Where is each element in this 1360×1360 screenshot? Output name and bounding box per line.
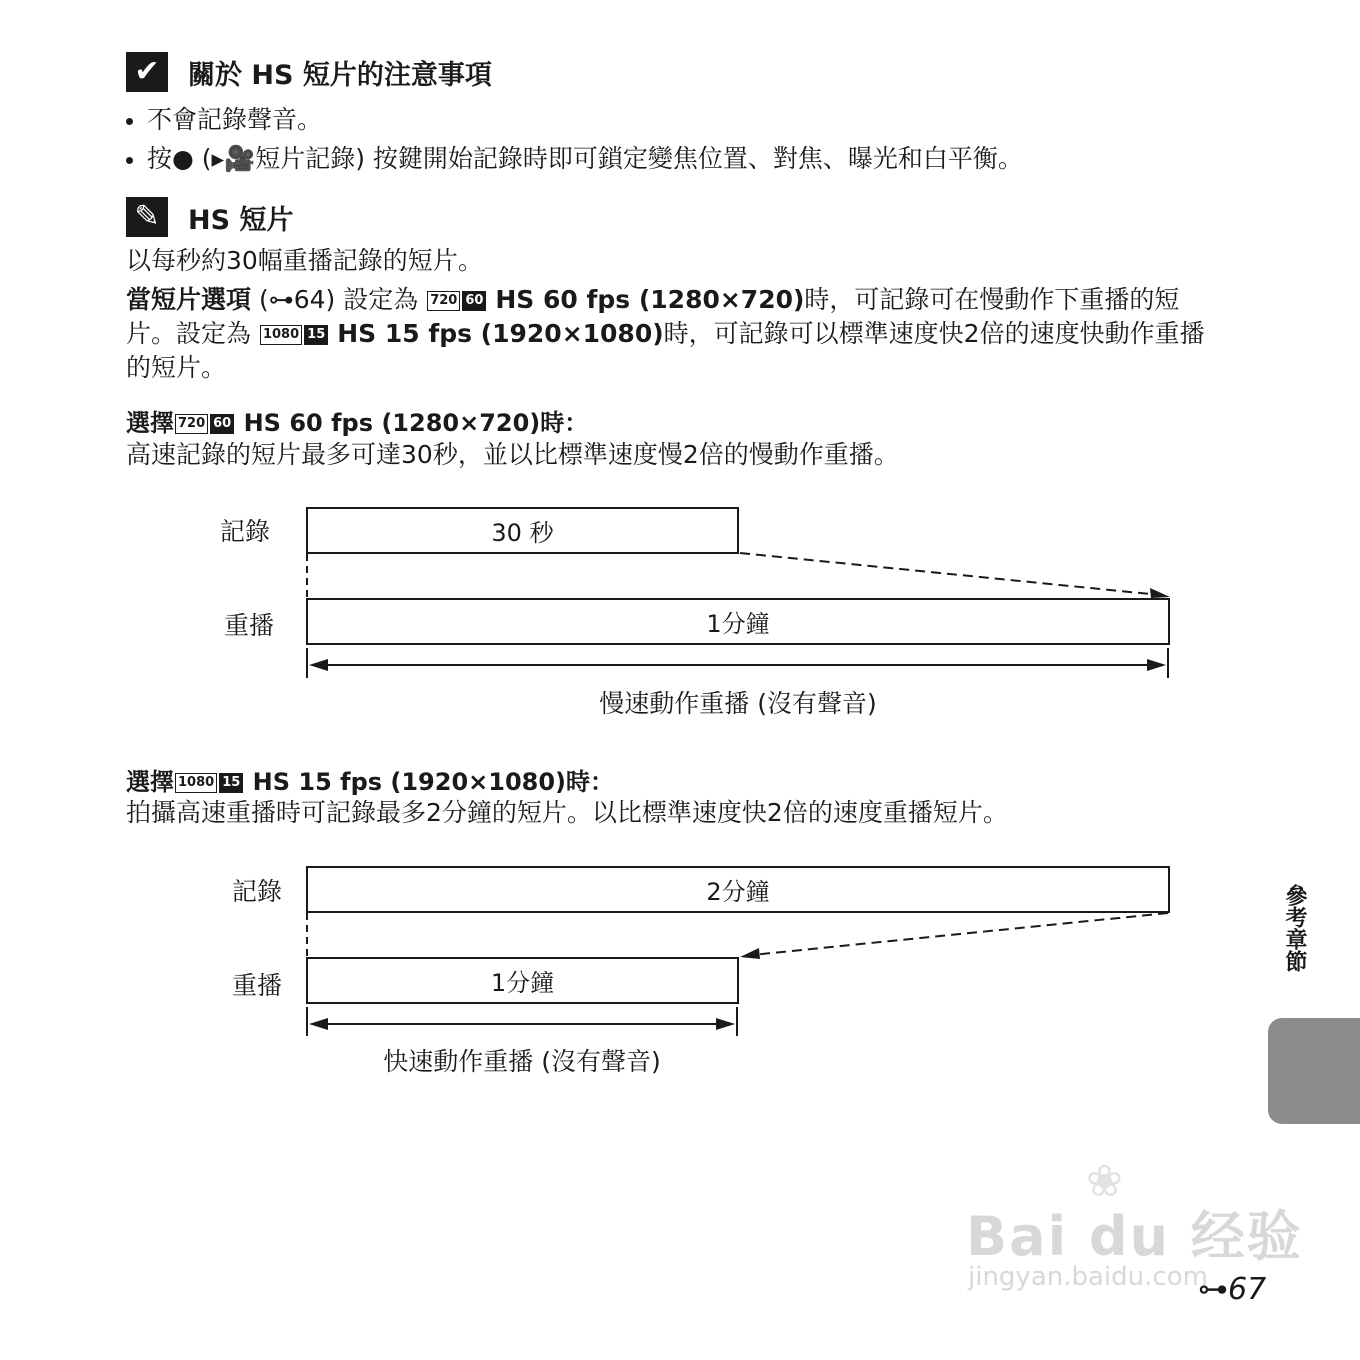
mode-name: HS 15 fps (1920×1080) — [337, 319, 664, 348]
fast-description: 拍攝高速重播時可記錄最多2分鐘的短片。以比標準速度快2倍的速度重播短片。 — [126, 798, 1008, 827]
record-duration: 30 秒 — [491, 519, 554, 547]
paw-icon: ❀ — [1086, 1156, 1123, 1207]
fast-caption: 快速動作重播 (沒有聲音) — [383, 1047, 661, 1076]
heading-text: 選擇 — [126, 409, 174, 437]
bullet-text: 不會記錄聲音。 — [147, 105, 323, 134]
mode-720-icon: 720 — [427, 291, 460, 311]
movie-options-link: 當短片選項 — [126, 285, 252, 314]
playback-label: 重播 — [232, 971, 283, 1000]
arrow-right-icon — [716, 1018, 735, 1030]
reference-section-tab: 參考章節 — [1282, 884, 1307, 972]
arrow-left-icon — [309, 1018, 328, 1030]
fps-15-icon: 15 — [219, 773, 243, 793]
record-duration: 2分鐘 — [706, 878, 770, 906]
paragraph-text: 片。設定為 — [126, 319, 252, 348]
watermark-brand: Bai du 经验 — [966, 1205, 1303, 1268]
mode-name: HS 60 fps (1280×720) — [495, 285, 805, 314]
mode-1080-icon: 1080 — [260, 325, 302, 345]
page-number: ⊶67 — [1198, 1272, 1267, 1307]
heading-mode: HS 60 fps (1280×720)時： — [243, 409, 589, 437]
bullet-text: 按● (▸🎥短片記錄) 按鍵開始記錄時即可鎖定變焦位置、對焦、曝光和白平衡。 — [147, 144, 1023, 173]
section-tab-block — [1268, 1018, 1360, 1124]
fps-15-icon: 15 — [304, 325, 328, 345]
heading-mode: HS 15 fps (1920×1080)時： — [252, 768, 615, 796]
playback-label: 重播 — [224, 611, 275, 640]
fps-60-icon: 60 — [210, 414, 234, 434]
record-label: 記錄 — [220, 517, 271, 546]
arrowhead-icon — [740, 948, 760, 959]
heading-text: 選擇 — [126, 768, 174, 796]
compress-line — [752, 913, 1168, 955]
paragraph-text: 時，可記錄可在慢動作下重播的短 — [804, 285, 1180, 314]
slow-caption: 慢速動作重播 (沒有聲音) — [599, 689, 877, 718]
record-label: 記錄 — [232, 877, 283, 906]
hs-movie-title: HS 短片 — [188, 204, 294, 236]
page-ref: (⊶64) 設定為 — [251, 285, 419, 314]
playback-duration: 1分鐘 — [706, 610, 770, 638]
playback-duration: 1分鐘 — [490, 969, 555, 997]
fps-60-icon: 60 — [462, 291, 486, 311]
paragraph-text: 時，可記錄可以標準速度快2倍的速度快動作重播 — [663, 319, 1205, 348]
mode-1080-icon: 1080 — [175, 773, 217, 793]
watermark-url: jingyan.baidu.com — [968, 1262, 1208, 1292]
mode-720-icon: 720 — [175, 414, 208, 434]
slow-description: 高速記錄的短片最多可達30秒，並以比標準速度慢2倍的慢動作重播。 — [126, 440, 899, 469]
paragraph-line-3: 的短片。 — [126, 353, 227, 382]
pencil-icon: ✎ — [126, 197, 168, 237]
checkmark-icon: ✔ — [126, 52, 168, 92]
notes-title: 關於 HS 短片的注意事項 — [188, 59, 492, 91]
intro-text: 以每秒約30幅重播記錄的短片。 — [126, 246, 483, 275]
